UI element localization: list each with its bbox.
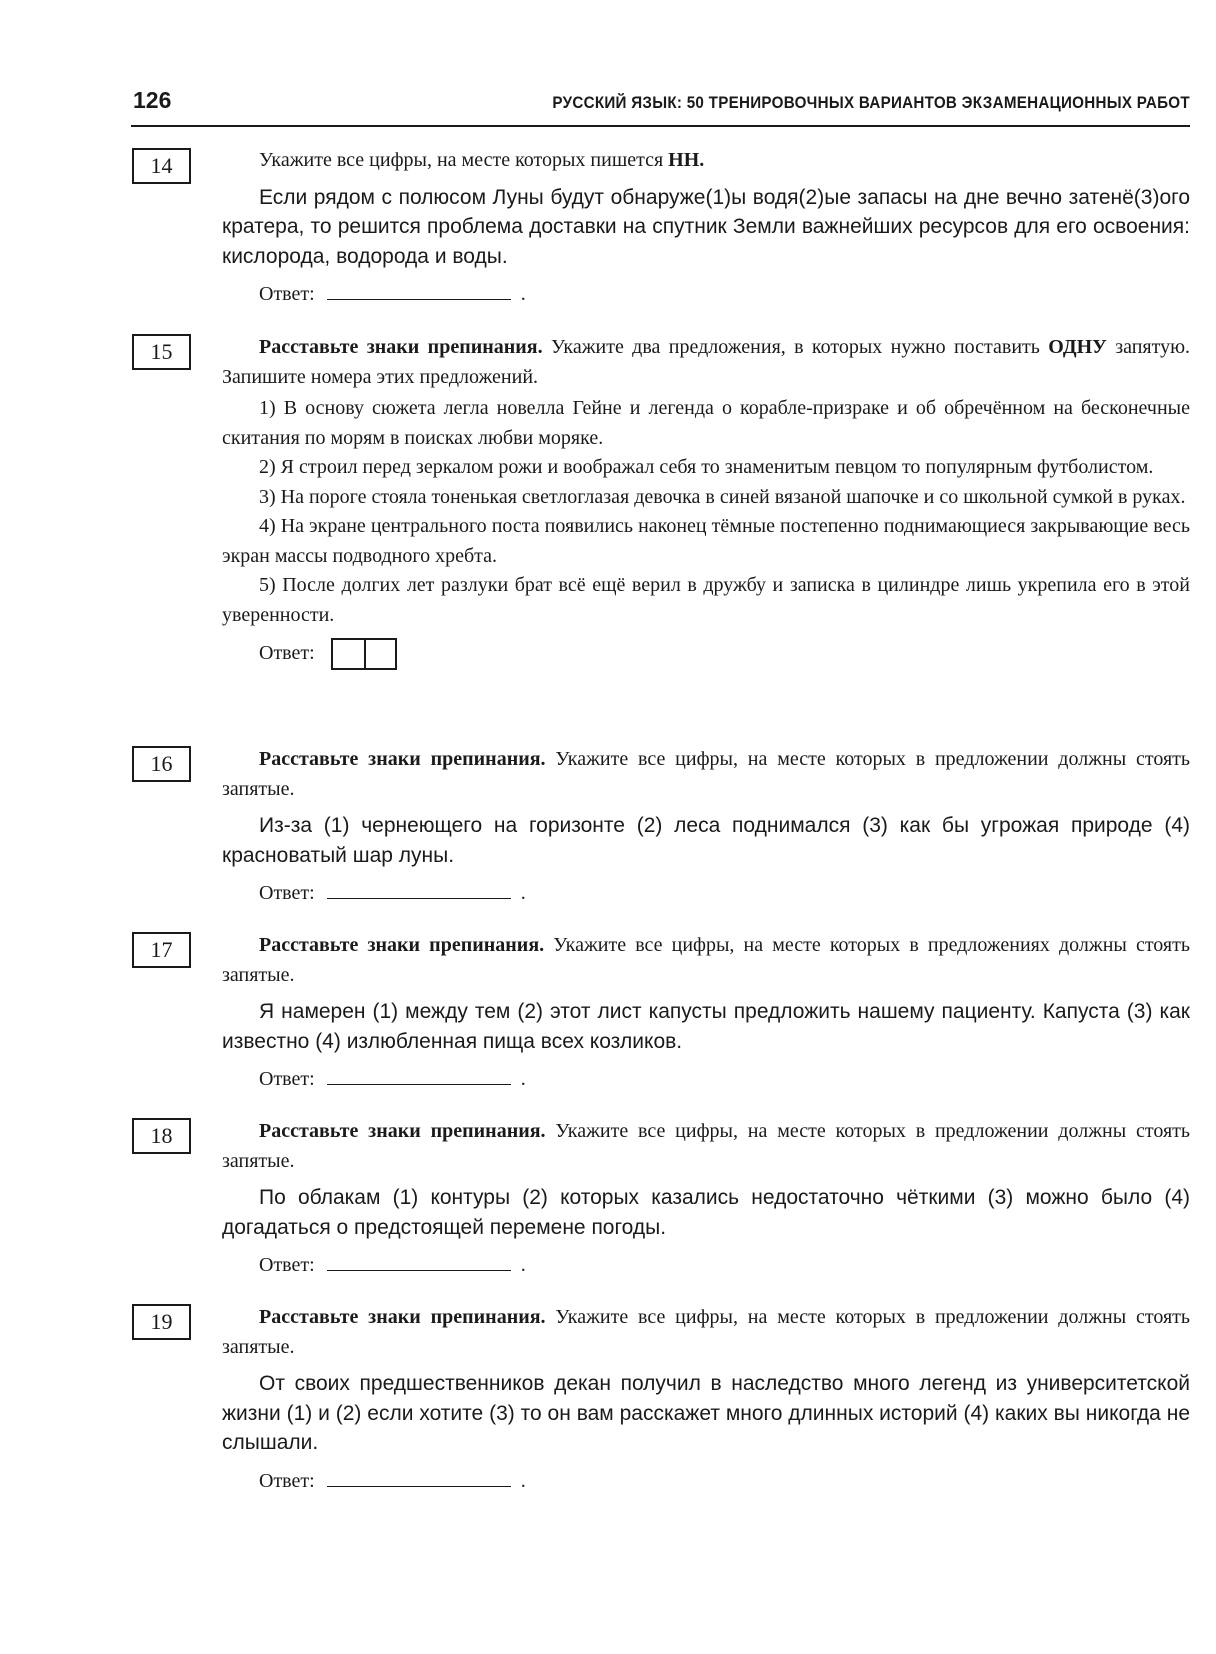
- task-text: Если рядом с полюсом Луны будут обнаруже(1)ы водя(2)ые запасы на дне вечно затенё(3)ого кратера, то решится проблема доставки на спутник Земли важнейших ресурсов для его освоения: кислорода, водорода и воды.: [222, 185, 1190, 268]
- task-text: По облакам (1) контуры (2) которых казались недостаточно чёткими (3) можно было (4) догадаться о предстоящей перемене погоды.: [222, 1186, 1190, 1239]
- answer-row: [222, 1467, 1190, 1497]
- running-title: РУССКИЙ ЯЗЫК: 50 ТРЕНИРОВОЧНЫХ ВАРИАНТОВ ЭКЗАМЕНАЦИОННЫХ РАБОТ: [552, 94, 1190, 112]
- task-number-box: 19: [132, 1304, 191, 1340]
- task-number-box: 14: [132, 148, 191, 184]
- task-instruction: Расставьте знаки препинания. Укажите все цифры, на месте которых в предложении должны стоять запятые.: [222, 1306, 1190, 1358]
- list-item: 3) На пороге стояла тоненькая светлоглазая девочка в синей вязаной шапочке и со школьной сумкой в руках.: [259, 485, 1186, 508]
- page-number: 126: [133, 87, 172, 113]
- answer-row: [222, 280, 1190, 310]
- task-number-box: 15: [132, 334, 191, 370]
- answer-input-boxes[interactable]: [331, 638, 397, 670]
- task-text: От своих предшественников декан получил в наследство много легенд из университетской жизни (1) и (2) если хотите (3) то он вам расскажет много длинных историй (4) каких вы никогда не слышали.: [222, 1372, 1190, 1454]
- answer-label: Ответ:: [259, 1068, 315, 1090]
- answer-input-line[interactable]: [327, 1270, 511, 1271]
- answer-input-line[interactable]: [327, 299, 511, 300]
- list-item: 2) Я строил перед зеркалом рожи и воображал себя то знаменитым певцом то популярным футболистом.: [259, 456, 1154, 478]
- list-item: 1) В основу сюжета легла новелла Гейне и легенда о корабле-призраке и об обречённом на бесконечные скитания по морям в поисках любви моряке.: [222, 397, 1190, 449]
- answer-end: .: [520, 882, 526, 904]
- list-item: 5) После долгих лет разлуки брат всё ещё верил в дружбу и записка в цилиндре лишь укрепила его в этой уверенности.: [222, 574, 1190, 626]
- task-text: Я намерен (1) между тем (2) этот лист капусты предложить нашему пациенту. Капуста (3) как известно (4) излюбленная пища всех козликов.: [222, 1000, 1190, 1053]
- answer-row: [222, 879, 1190, 909]
- answer-input-line[interactable]: [327, 1486, 511, 1487]
- list-item: 4) На экране центрального поста появились наконец тёмные постепенно поднимающиеся закрывающие весь экран массы подводного хребта.: [222, 515, 1190, 567]
- answer-row: [222, 1251, 1190, 1281]
- answer-label: Ответ:: [259, 882, 315, 904]
- task-number-box: 18: [132, 1118, 191, 1154]
- answer-label: Ответ:: [259, 642, 315, 665]
- answer-end: .: [520, 1469, 526, 1492]
- task-instruction: Расставьте знаки препинания. Укажите два предложения, в которых нужно поставить ОДНУ запятую. Запишите номера этих предложений.: [222, 336, 1191, 388]
- answer-label: Ответ:: [259, 1254, 315, 1276]
- answer-label: Ответ:: [259, 283, 315, 305]
- task-instruction: Расставьте знаки препинания. Укажите все цифры, на месте которых в предложении должны стоять запятые.: [222, 1120, 1190, 1172]
- answer-end: .: [520, 283, 526, 305]
- task-text: Из-за (1) чернеющего на горизонте (2) леса поднимался (3) как бы угрожая природе (4) красноватый шар луны.: [222, 814, 1190, 867]
- task-instruction: Укажите все цифры, на месте которых пишется НН.: [259, 149, 705, 171]
- answer-label: Ответ:: [259, 1469, 315, 1492]
- answer-end: .: [520, 1068, 526, 1090]
- answer-row: [222, 638, 1190, 670]
- task-number-box: 16: [132, 746, 191, 782]
- answer-input-line[interactable]: [327, 898, 511, 899]
- header-rule: [131, 125, 1190, 127]
- answer-end: .: [520, 1254, 526, 1276]
- task-number-box: 17: [132, 932, 191, 968]
- task-instruction: Расставьте знаки препинания. Укажите все цифры, на месте которых в предложении должны стоять запятые.: [222, 748, 1190, 800]
- answer-row: [222, 1065, 1190, 1095]
- answer-input-line[interactable]: [327, 1084, 511, 1085]
- task-instruction: Расставьте знаки препинания. Укажите все цифры, на месте которых в предложениях должны стоять запятые.: [222, 934, 1190, 986]
